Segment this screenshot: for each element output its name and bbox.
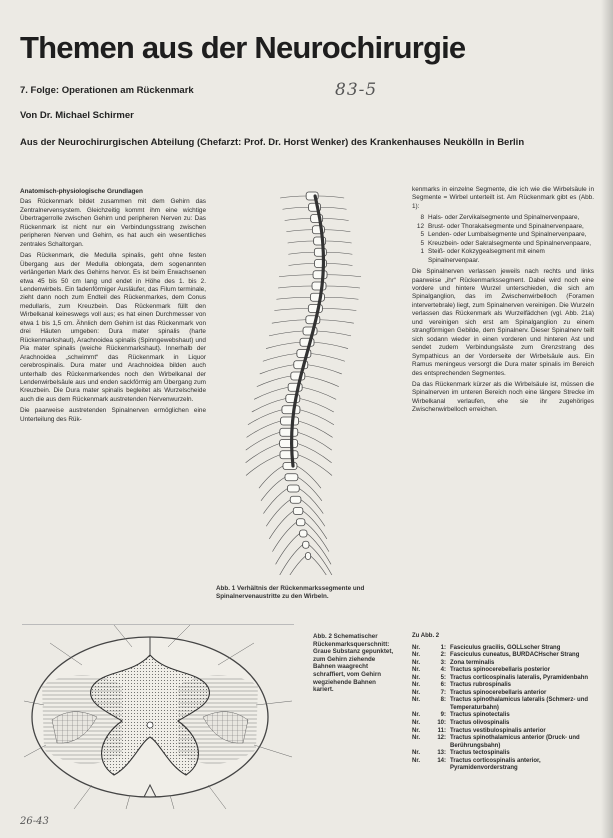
nerve-root <box>327 275 361 277</box>
nerve-root <box>274 309 308 311</box>
spine-figure <box>216 190 406 575</box>
nerve-root <box>279 275 313 277</box>
paragraph: Da das Rückenmark kürzer als die Wirbelsäule ist, müssen die Spinalnerven im unteren Bereich noch eine längere Strecke im Wirbelkanal verlaufen, ehe sie ihr zugehöriges Zwischenwirbelloch erreichen. <box>412 380 594 414</box>
nerve-root <box>266 500 290 526</box>
legend-item: Nr. 6: Tractus rubrospinalis <box>412 682 512 689</box>
nerve-root <box>299 421 333 437</box>
nerve-root <box>261 477 285 501</box>
vertebra <box>281 417 299 425</box>
list-item: 5 Lenden- oder Lumbalsegmente und Spinalnervenpaare, <box>420 231 587 239</box>
nerve-root <box>288 241 314 243</box>
list-item: 8 Hals- oder Zervikalsegmente und Spinalnervenpaare, <box>420 214 580 222</box>
nerve-root <box>320 320 354 323</box>
paragraph: kenmarks in einzelne Segmente, die ich wie die Wirbelsäule in Segmente = Wirbel unterteilt ist. Am Rückenmark gibt es (Abb. 1): <box>412 186 594 210</box>
vertebral-column <box>246 192 361 575</box>
nerve-root <box>247 421 281 437</box>
nerve-root <box>276 534 300 565</box>
author-line: Von Dr. Michael Schirmer <box>20 110 134 121</box>
nerve-root <box>326 241 352 243</box>
nerve-root <box>298 455 332 476</box>
vertebra <box>285 474 298 481</box>
paragraph: Das Rückenmark bildet zusammen mit dem Gehirn das Zentralnervensystem. Gleichzeitig kommt ihm eine wichtige Übertragerrolle zwischen Gehirn und peripheren Nerven zu: Das Rückenmark ist nicht nur ein Verbindungsstrang zwischen peripheren Nerven und Gehirn, es hat auch ein wesentliches zentrales Schaltorgan. <box>20 198 206 248</box>
nerve-root <box>322 309 356 311</box>
page-edge-shadow <box>601 0 613 838</box>
segment-list <box>412 214 594 265</box>
nerve-root <box>326 252 352 254</box>
vertebra <box>313 271 327 279</box>
nerve-root <box>278 286 312 288</box>
nerve-root <box>263 354 297 362</box>
figure-2-legend <box>412 633 597 773</box>
vertebra <box>300 530 307 537</box>
page-number: 26-43 <box>20 816 49 827</box>
figure-2-caption: Abb. 2 Schematischer Rückenmarksquerschnitt: Graue Substanz gepunktet, zum Gehirn ziehende Bahnen waagrecht schraffiert, vom Gehirn wegziehende Bahnen kariert. <box>313 633 394 694</box>
nerve-root <box>311 354 345 362</box>
vertebra <box>283 463 297 470</box>
nerve-root <box>314 342 348 348</box>
paragraph: Die paarweise austretenden Spinalnerven ermöglichen eine Unterteilung des Rük- <box>20 407 206 423</box>
legend-item: Nr. 8: Tractus spinothalamicus lateralis (Schmerz- und Temperaturbahn) <box>412 697 589 711</box>
nerve-root <box>260 365 294 374</box>
nerve-root <box>248 410 282 425</box>
nerve-root <box>272 522 296 551</box>
nerve-root <box>311 556 335 575</box>
nerve-root <box>272 320 306 323</box>
nerve-root <box>283 207 309 209</box>
nerve-root <box>324 297 358 299</box>
list-item: 5 Kreuzbein- oder Sakralsegmente und Spinalnervenpaare, <box>420 239 592 247</box>
nerve-root <box>276 297 310 299</box>
nerve-root <box>309 545 333 575</box>
text-column-left <box>20 188 206 427</box>
nerve-root <box>246 455 280 476</box>
legend-item: Nr. 7: Tractus spinocerebellaris anterior <box>412 689 547 696</box>
nerve-root <box>269 511 293 539</box>
legend-item: Nr. 14: Tractus corticospinalis anterior, Pyramidenvorderstrang <box>412 757 541 772</box>
affiliation-line: Aus der Neurochirurgischen Abteilung (Chefarzt: Prof. Dr. Horst Wenker) des Krankenhauses Neukölln in Berlin <box>20 137 525 148</box>
nerve-root <box>308 365 342 374</box>
article-title: Themen aus der Neurochirurgie <box>20 30 466 65</box>
nerve-root <box>300 410 334 425</box>
nerve-root <box>318 196 344 198</box>
nerve-root <box>302 387 336 399</box>
vertebra <box>312 282 326 290</box>
legend-item: Nr. 9: Tractus spinotectalis <box>412 712 510 719</box>
list-item: 1 Steiß- oder Kokzygealsegment mit einem Spinalnervenpaar. <box>420 248 545 264</box>
legend-item: Nr. 1: Fasciculus gracilis, GOLLscher Strang <box>412 644 561 651</box>
nerve-root <box>266 342 300 348</box>
spinal-cord-cross-section <box>22 624 294 810</box>
handwritten-note: 83-5 <box>335 80 378 100</box>
nerve-root <box>323 219 349 221</box>
legend-item: Nr. 4: Tractus spinocerebellaris posterior <box>412 667 551 674</box>
vertebra <box>296 519 305 526</box>
nerve-root <box>280 196 306 198</box>
nerve-root <box>321 207 347 209</box>
nerve-root <box>288 264 314 266</box>
legend-item: Nr. 3: Zona terminalis <box>412 659 495 666</box>
nerve-root <box>269 331 303 336</box>
vertebra <box>282 406 300 414</box>
nerve-root <box>259 466 283 488</box>
nerve-root <box>257 376 291 387</box>
article-subtitle: 7. Folge: Operationen am Rückenmark <box>20 85 194 96</box>
nerve-root <box>285 219 311 221</box>
nerve-root <box>286 230 312 232</box>
text-column-right <box>412 186 594 418</box>
legend-heading: Zu Abb. 2 <box>412 633 440 639</box>
list-item: 12 Brust- oder Thorakalsegmente und Spinalnervenpaare, <box>416 222 584 230</box>
nerve-root <box>326 286 360 288</box>
nerve-root <box>317 331 351 336</box>
figure-1-caption: Abb. 1 Verhältnis der Rückenmarkssegmente und Spinalnervenaustritte zu den Wirbeln. <box>216 585 365 600</box>
vertebra <box>305 553 310 560</box>
nerve-root <box>324 230 350 232</box>
paragraph: Die Spinalnerven verlassen jeweils nach rechts und links paarweise „ihr“ Rückenmarkssegment. Dabei wird noch eine vordere und hintere Wurzel unterschieden, die sich am Spinalganglion, das im Zwischenwirbelloch (Foramen intervertebrale) liegt, zum Spinalnerven vereinigen. Die Wurzeln verlassen das Rückenmark als Wurzelfädchen (vgl. Abb. 21a) und vereinigen sich erst am Spinalganglion zu einem strangförmigen Gebilde, dem Spinalnerv. Dieser Spinalnerv teilt sich sodann wieder in einen vorderen und hinteren Ast und sendet zudem Verbindungsäste zum Grenzstrang des Sympathicus an der Vorderseite der Wirbelsäule aus. Ein Ramus meningeus versorgt die Dura mater spinalis im Bereich des entsprechenden Segmentes. <box>412 268 594 377</box>
nerve-root <box>254 387 288 399</box>
vertebra <box>280 451 298 459</box>
legend-item: Nr. 5: Tractus corticospinalis lateralis, Pyramidenbahn <box>412 674 589 681</box>
vertebra <box>287 485 299 492</box>
nerve-root <box>300 399 334 413</box>
legend-item: Nr. 2: Fasciculus cuneatus, BURDACHscher Strang <box>412 652 580 659</box>
nerve-root <box>279 545 303 575</box>
vertebra <box>293 508 303 515</box>
nerve-root <box>298 432 332 450</box>
vertebra <box>290 496 301 503</box>
vertebra <box>280 440 298 448</box>
nerve-root <box>297 466 321 488</box>
nerve-root <box>305 376 339 387</box>
paragraph: Das Rückenmark, die Medulla spinalis, geht ohne festen Übergang aus der Medulla oblongata, dem sogenannten verlängerten Mark des Gehirns hervor. Es ist beim Erwachsenen etwa 45 bis 50 cm lang und endet in Höhe des 1. bis 2. Lendenwirbels. Ein fadenförmiger Ausläufer, das Filum terminale, zieht dann noch zum Endteil des Rückenmarkes, dem Conus medullaris, zum Kreuzbein. Das Rückenmark füllt den Wirbelkanal keineswegs voll aus; es hat einen Durchmesser von etwa 1 bis 1,5 cm. Ähnlich dem Gehirn ist das Rückenmark von drei Häuten umgeben: Dura mater spinalis (harte Rückenmarkshaut), Arachnoidea spinalis (Spinngewebshaut) und Pia mater spinalis (weiche Rückenmarkshaut). Innerhalb der Arachnoidea „schwimmt“ das Rückenmark in Liquor cerebrospinalis. Dura mater und Arachnoidea bilden auch unterhalb des Rückenmarkendes noch den Wirbelkanal der Lendenwirbelsäule aus und enden sackförmig am Übergang zum Kreuzbein. Die Dura mater spinalis begleitet als Wurzelscheide auch die aus dem Rückenmark austretenden Nervenwurzeln. <box>20 252 206 403</box>
vertebra <box>303 541 309 548</box>
nerve-root <box>246 432 280 450</box>
legend-item: Nr. 12: Tractus spinothalamicus anterior (Druck- und Berührungsbahn) <box>412 735 580 749</box>
nerve-root <box>326 264 352 266</box>
nerve-root <box>288 252 314 254</box>
legend-item: Nr. 13: Tractus tectospinalis <box>412 750 510 757</box>
legend-item: Nr. 11: Tractus vestibulospinalis anterior <box>412 727 546 734</box>
nerve-root <box>263 489 287 514</box>
legend-list <box>412 645 597 773</box>
vertebra <box>280 428 298 436</box>
section-heading: Anatomisch-physiologische Grundlagen <box>20 188 143 195</box>
legend-item: Nr. 10: Tractus olivospinalis <box>412 720 510 727</box>
